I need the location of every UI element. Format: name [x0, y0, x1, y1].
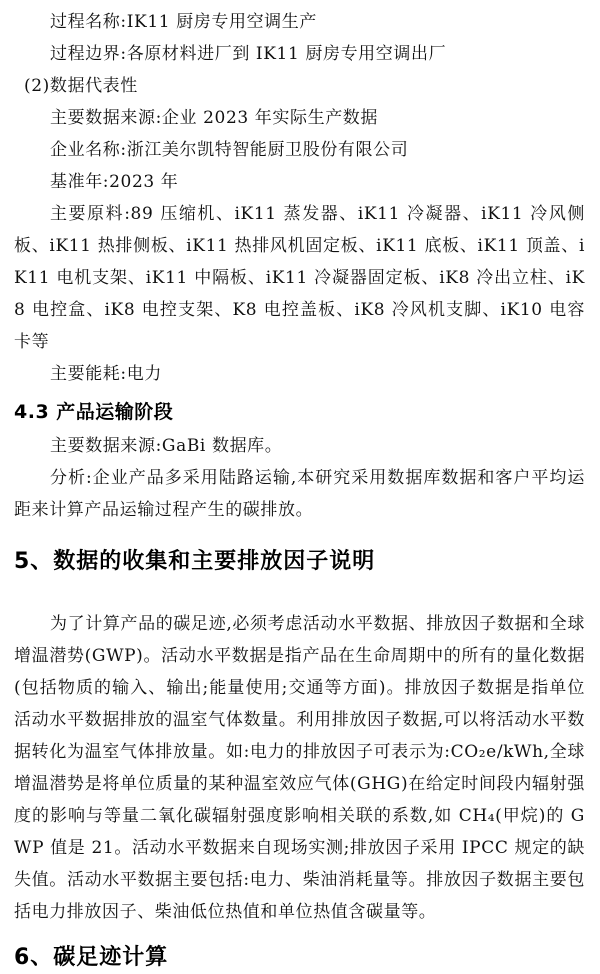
section-heading-6: 6、碳足迹计算 — [14, 945, 169, 970]
main-energy-line: 主要能耗:电力 — [50, 364, 162, 384]
section-heading-4-3: 4.3 产品运输阶段 — [14, 401, 174, 423]
emission-factor-paragraph: 为了计算产品的碳足迹,必须考虑活动水平数据、排放因子数据和全球增温潜势(GWP)。活动水平数据是指产品在生命周期中的所有的量化数据(包括物质的输入、输出;能量使用;交通等方面)。排放因子数据是指单位活动水平数据排放的温室气体数量。利用排放因子数据,可以将活动水平数据转化为温室气体排放量。如:电力的排放因子可表示为:CO₂e/kWh,全球增温潜势是将单位质量的某种温室效应气体(GHG)在给定时间段内辐射强度的影响与等量二氧化碳辐射强度影响相关联的系数,如 CH₄(甲烷)的 GWP 值是 21。活动水平数据来自现场实测;排放因子采用 IPCC 规定的缺失值。活动水平数据主要包括:电力、柴油消耗量等。排放因子数据主要包括电力排放因子、柴油低位热值和单位热值含碳量等。 — [14, 614, 585, 922]
company-name-line: 企业名称:浙江美尔凯特智能厨卫股份有限公司 — [50, 140, 409, 160]
transport-analysis-paragraph: 分析:企业产品多采用陆路运输,本研究采用数据库数据和客户平均运距来计算产品运输过程产生的碳排放。 — [14, 468, 585, 520]
data-representativeness-label: (2)数据代表性 — [24, 76, 138, 96]
process-name-line: 过程名称:IK11 厨房专用空调生产 — [50, 12, 317, 32]
process-boundary-line: 过程边界:各原材料进厂到 IK11 厨房专用空调出厂 — [50, 44, 447, 64]
base-year-line: 基准年:2023 年 — [50, 172, 179, 192]
section-heading-5: 5、数据的收集和主要排放因子说明 — [14, 549, 376, 574]
main-data-source-line: 主要数据来源:企业 2023 年实际生产数据 — [50, 108, 378, 128]
main-materials-paragraph: 主要原料:89 压缩机、iK11 蒸发器、iK11 冷凝器、iK11 冷风侧板、iK11 热排侧板、iK11 热排风机固定板、iK11 底板、iK11 顶盖、iK11 电机支架、iK11 中隔板、iK11 冷凝器固定板、iK8 冷出立柱、iK8 电控盒、iK8 电控支架、K8 电控盖板、iK8 冷风机支脚、iK10 电容卡等 — [14, 204, 585, 352]
transport-data-source-line: 主要数据来源:GaBi 数据库。 — [50, 436, 283, 456]
